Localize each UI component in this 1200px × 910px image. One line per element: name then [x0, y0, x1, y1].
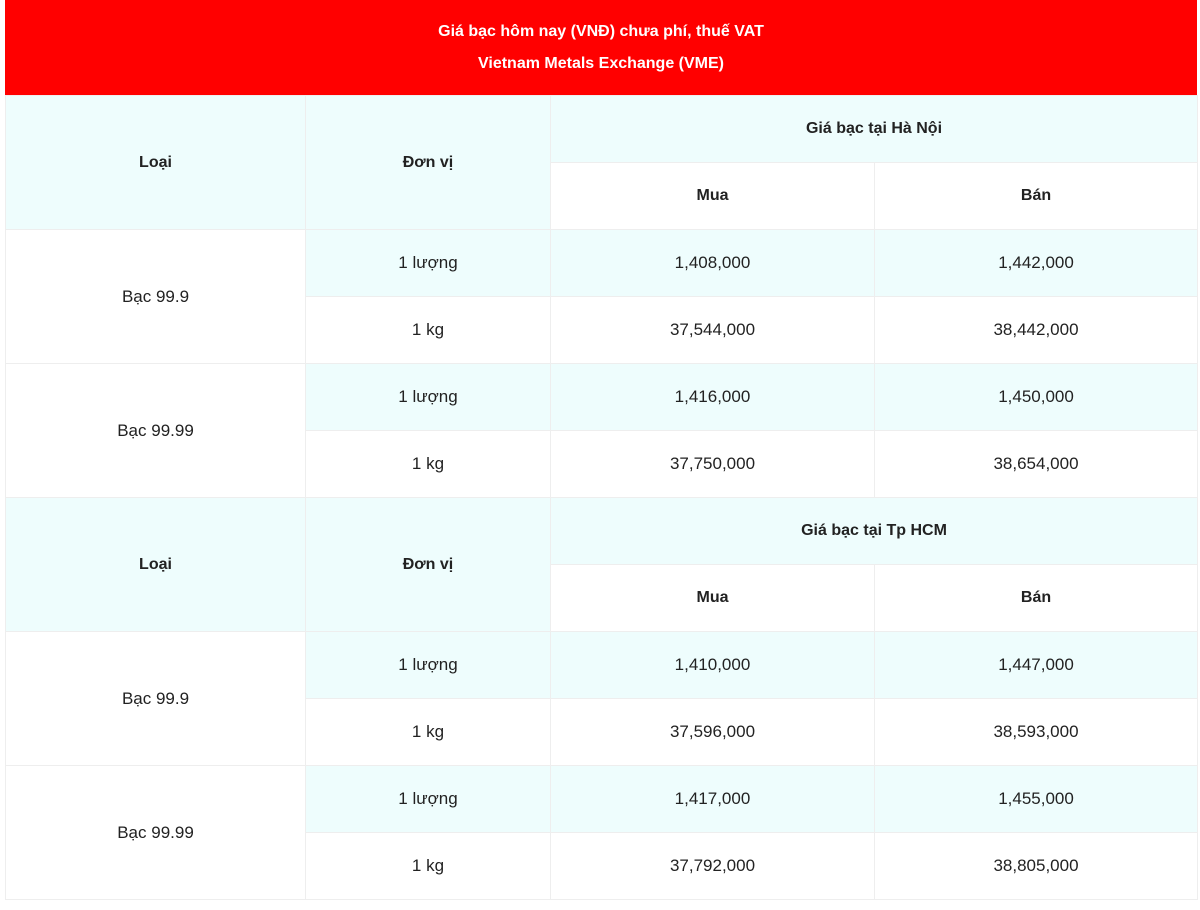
- region-header: Giá bạc tại Tp HCM: [551, 498, 1198, 565]
- table-row: [6, 632, 1198, 699]
- unit-cell: 1 lượng: [306, 766, 551, 833]
- region-header: Giá bạc tại Hà Nội: [551, 96, 1198, 163]
- table-row: [6, 230, 1198, 297]
- unit-cell: 1 kg: [306, 431, 551, 498]
- sell-price: 1,447,000: [875, 632, 1198, 699]
- col-header-unit: Đơn vị: [306, 96, 551, 230]
- col-header-sell: Bán: [875, 565, 1198, 632]
- table-row: [6, 364, 1198, 431]
- product-name: Bạc 99.9: [6, 230, 306, 364]
- unit-cell: 1 lượng: [306, 230, 551, 297]
- sell-price: 1,455,000: [875, 766, 1198, 833]
- sell-price: 1,450,000: [875, 364, 1198, 431]
- banner-source: Vietnam Metals Exchange (VME): [478, 54, 724, 72]
- product-name: Bạc 99.99: [6, 364, 306, 498]
- unit-cell: 1 kg: [306, 297, 551, 364]
- table-row: [6, 766, 1198, 833]
- buy-price: 37,596,000: [551, 699, 875, 766]
- buy-price: 1,417,000: [551, 766, 875, 833]
- buy-price: 37,792,000: [551, 833, 875, 900]
- silver-price-widget: [5, 0, 1197, 900]
- col-header-sell: Bán: [875, 163, 1198, 230]
- sell-price: 38,805,000: [875, 833, 1198, 900]
- buy-price: 37,750,000: [551, 431, 875, 498]
- buy-price: 1,416,000: [551, 364, 875, 431]
- unit-cell: 1 kg: [306, 699, 551, 766]
- banner-title: Giá bạc hôm nay (VNĐ) chưa phí, thuế VAT: [438, 22, 764, 40]
- product-name: Bạc 99.9: [6, 632, 306, 766]
- col-header-type: Loại: [6, 498, 306, 632]
- table-banner: [5, 0, 1197, 95]
- col-header-type: Loại: [6, 96, 306, 230]
- buy-price: 1,410,000: [551, 632, 875, 699]
- col-header-buy: Mua: [551, 163, 875, 230]
- col-header-buy: Mua: [551, 565, 875, 632]
- silver-price-table: [5, 95, 1198, 900]
- sell-price: 38,593,000: [875, 699, 1198, 766]
- buy-price: 1,408,000: [551, 230, 875, 297]
- sell-price: 1,442,000: [875, 230, 1198, 297]
- sell-price: 38,442,000: [875, 297, 1198, 364]
- product-name: Bạc 99.99: [6, 766, 306, 900]
- sell-price: 38,654,000: [875, 431, 1198, 498]
- unit-cell: 1 lượng: [306, 364, 551, 431]
- unit-cell: 1 lượng: [306, 632, 551, 699]
- buy-price: 37,544,000: [551, 297, 875, 364]
- col-header-unit: Đơn vị: [306, 498, 551, 632]
- unit-cell: 1 kg: [306, 833, 551, 900]
